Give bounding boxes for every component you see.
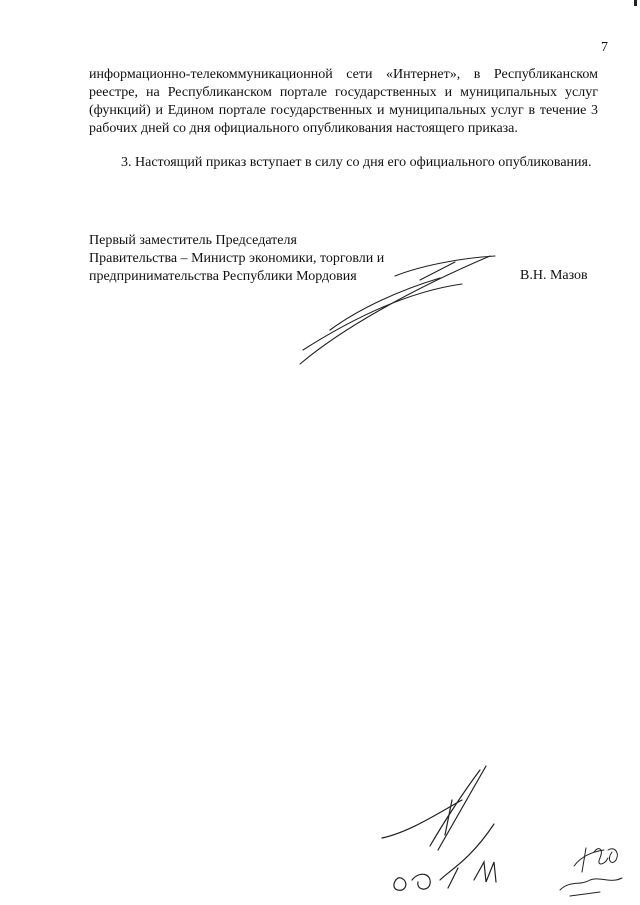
signatory-title <box>89 232 384 286</box>
corner-mark <box>634 0 637 6</box>
signatory-title-line: предпринимательства Республики Мордовия <box>89 269 357 284</box>
signatory-title-line: Правительства – Министр экономики, торговли и <box>89 251 385 266</box>
date-note <box>560 848 622 896</box>
approval-signature <box>382 766 496 890</box>
page-number: 7 <box>601 40 608 55</box>
signatory-title-line: Первый заместитель Председателя <box>89 233 297 248</box>
body-paragraph-2: 3. Настоящий приказ вступает в силу со дня его официального опубликования. <box>121 155 592 170</box>
signatory-name: В.Н. Мазов <box>520 268 588 283</box>
body-paragraph-1: информационно-телекоммуникационной сети «Интернет», в Республиканском реестре, на Республиканском портале государственных и муниципальных услуг (функций) и Едином портале государственных и муниципальных услуг в течение 3 рабочих дней со дня официального опубликования настоящего приказа. <box>89 67 598 136</box>
